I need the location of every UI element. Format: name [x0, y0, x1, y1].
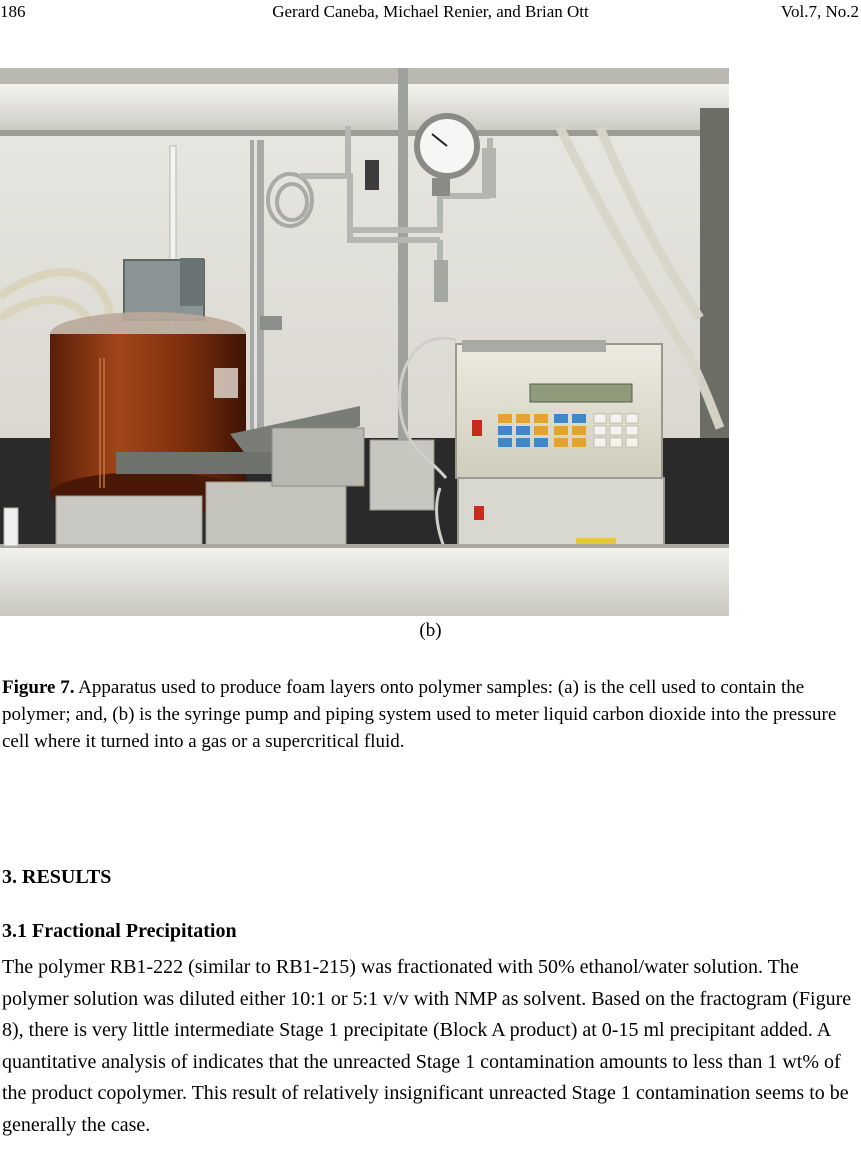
apparatus-photo	[0, 68, 729, 616]
page-number: 186	[0, 2, 26, 21]
body-paragraph: The polymer RB1-222 (similar to RB1-215) was fractionated with 50% ethanol/water solution. The polymer solution was diluted either 10:1 or 5:1 v/v with NMP as solvent. Based on the fractogram (Figure 8), there is very little intermediate Stage 1 precipitate (Block A product) at 0-15 ml precipitant added. A quantitative analysis of indicates that the unreacted Stage 1 contamination amounts to less than 1 wt% of the product copolymer. This result of relatively insignificant unreacted Stage 1 contamination seems to be generally the case.	[2, 956, 852, 1136]
figure-caption-label: Figure 7.	[2, 677, 75, 698]
figure-caption	[2, 674, 852, 755]
concrete-block	[272, 428, 364, 486]
section-heading: 3. RESULTS	[2, 866, 112, 888]
subsection-heading: 3.1 Fractional Precipitation	[2, 920, 237, 942]
concrete-block	[370, 440, 434, 510]
keypad	[498, 414, 638, 447]
journal-volume: Vol.7, No.2	[780, 2, 859, 21]
figure-sublabel: (b)	[419, 620, 442, 641]
figure-caption-text: Apparatus used to produce foam layers onto polymer samples: (a) is the cell used to contain the polymer; and, (b) is the syringe pump and piping system used to meter liquid carbon dioxide into the pressure cell where it turned into a gas or a supercritical fluid.	[2, 677, 837, 752]
running-header-authors: Gerard Caneba, Michael Renier, and Brian Ott	[272, 2, 589, 21]
syringe-pump	[456, 344, 662, 478]
